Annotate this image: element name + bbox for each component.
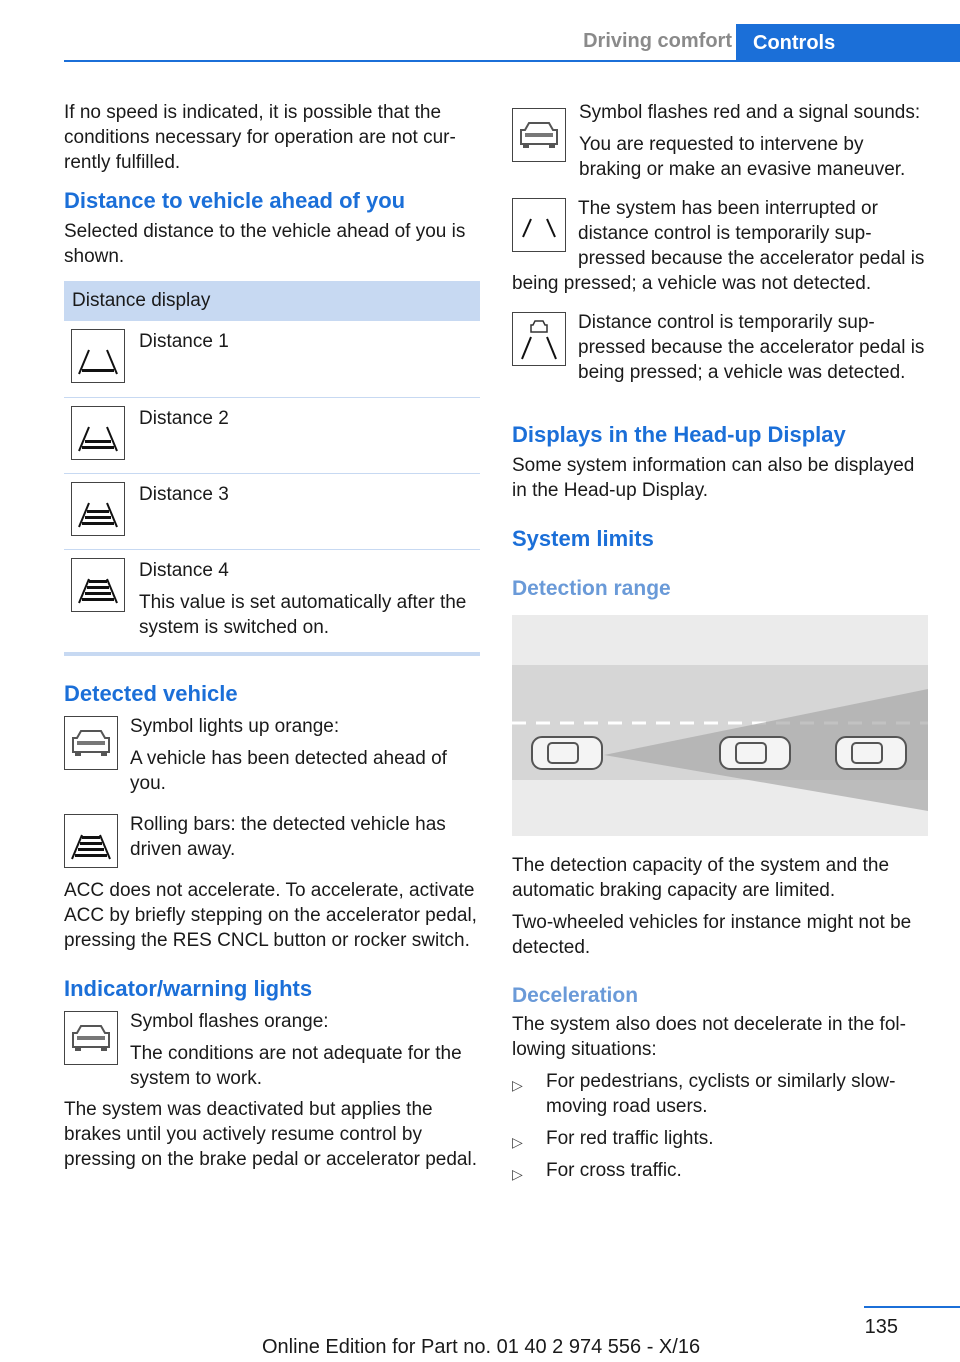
rolling-bars-text: Rolling bars: the detected vehicle has driven away. [130, 813, 446, 860]
distance-3-icon [71, 482, 125, 536]
detected-heading: Detected vehicle [64, 680, 238, 706]
detected-orange-2: A vehicle has been detected ahead of you. [130, 747, 447, 794]
list-item [512, 1126, 928, 1151]
limits-heading: System limits [512, 526, 654, 551]
suppressed-text: Distance control is temporarily suppressed because the accelerator pedal is being pressed; a vehicle was detected. [578, 312, 925, 383]
car-flash-orange-icon [64, 1011, 118, 1065]
range-heading: Detection range [512, 577, 671, 600]
right-column [512, 100, 928, 1190]
distance-4-label: Distance 4 [139, 559, 229, 581]
suppressed-car-icon [512, 312, 566, 366]
header-section-title: Driving comfort [583, 30, 732, 52]
distance-table [64, 281, 480, 656]
hud-heading: Displays in the Head-up Display [512, 422, 846, 447]
flash-orange-2: The conditions are not adequate for the system to work. [130, 1042, 462, 1089]
red-text-1: Symbol flashes red and a signal sounds: [579, 102, 921, 123]
header-rule [64, 60, 960, 62]
table-row [64, 549, 480, 654]
indicator-heading: Indicator/warning lights [64, 975, 313, 1001]
rolling-bars-icon [64, 814, 118, 868]
interrupted-text: The system has been interrupted or distance control is temporarily suppressed because the accelerator pedal is being pressed; a vehicle was not detected. [512, 198, 925, 294]
triangle-bullet-icon: ▷ [512, 1077, 523, 1093]
table-row [64, 473, 480, 549]
detection-range-illustration [512, 615, 928, 841]
distance-1-icon [71, 329, 125, 383]
page-number: 135 [864, 1316, 898, 1338]
list-item [512, 1158, 928, 1183]
triangle-bullet-icon: ▷ [512, 1134, 523, 1150]
deceleration-text: The system also does not decelerate in the following situations: [512, 1014, 906, 1060]
distance-4-note: This value is set automatically after the system is switched on. [139, 591, 467, 638]
deceleration-heading: Deceleration [512, 984, 639, 1007]
left-column [64, 100, 480, 1172]
deceleration-list [512, 1069, 928, 1183]
interrupted-icon [512, 198, 566, 252]
distance-4-icon [71, 558, 125, 612]
red-text-2: You are requested to intervene by braking or make an evasive maneuver. [579, 134, 906, 180]
triangle-bullet-icon: ▷ [512, 1166, 523, 1182]
detected-orange-1: Symbol lights up orange: [130, 715, 340, 737]
table-row [64, 321, 480, 397]
header-chapter-tab: Controls [736, 24, 960, 62]
two-wheeled-text: Two-wheeled vehicles for instance might not be detected. [512, 912, 912, 958]
car-red-icon [512, 108, 566, 162]
edition-footer: Online Edition for Part no. 01 40 2 974 556 - X/16 [262, 1336, 701, 1358]
distance-table-header: Distance display [64, 281, 480, 321]
distance-1-label: Distance 1 [139, 321, 480, 397]
distance-3-label: Distance 3 [139, 473, 480, 549]
hud-text: Some system information can also be displayed in the Head-up Display. [512, 455, 915, 501]
distance-2-label: Distance 2 [139, 397, 480, 473]
list-item-text: For cross traffic. [546, 1160, 682, 1181]
intro-text: If no speed is indicated, it is possible that the conditions necessary for operation are not currently fulfilled. [64, 102, 456, 173]
distance-text: Selected distance to the vehicle ahead of you is shown. [64, 221, 466, 267]
capacity-text: The detection capacity of the system and the automatic braking capacity are limited. [512, 855, 890, 901]
list-item-text: For red traffic lights. [546, 1128, 714, 1149]
distance-2-icon [71, 406, 125, 460]
acc-text: ACC does not accelerate. To accelerate, activate ACC by briefly stepping on the accelerator pedal, pressing the RES CNCL button or rocker switch. [64, 879, 477, 951]
list-item-text: For pedestrians, cyclists or similarly slow-moving road users. [546, 1071, 896, 1117]
table-row [64, 397, 480, 473]
list-item [512, 1069, 928, 1119]
distance-heading: Distance to vehicle ahead of you [64, 188, 406, 213]
flash-orange-1: Symbol flashes orange: [130, 1010, 329, 1032]
deactivated-text: The system was deactivated but applies the brakes until you actively resume control by pressing on the brake pedal or accelerator pedal. [64, 1098, 477, 1170]
footer-rule [864, 1306, 960, 1308]
car-orange-icon [64, 716, 118, 770]
